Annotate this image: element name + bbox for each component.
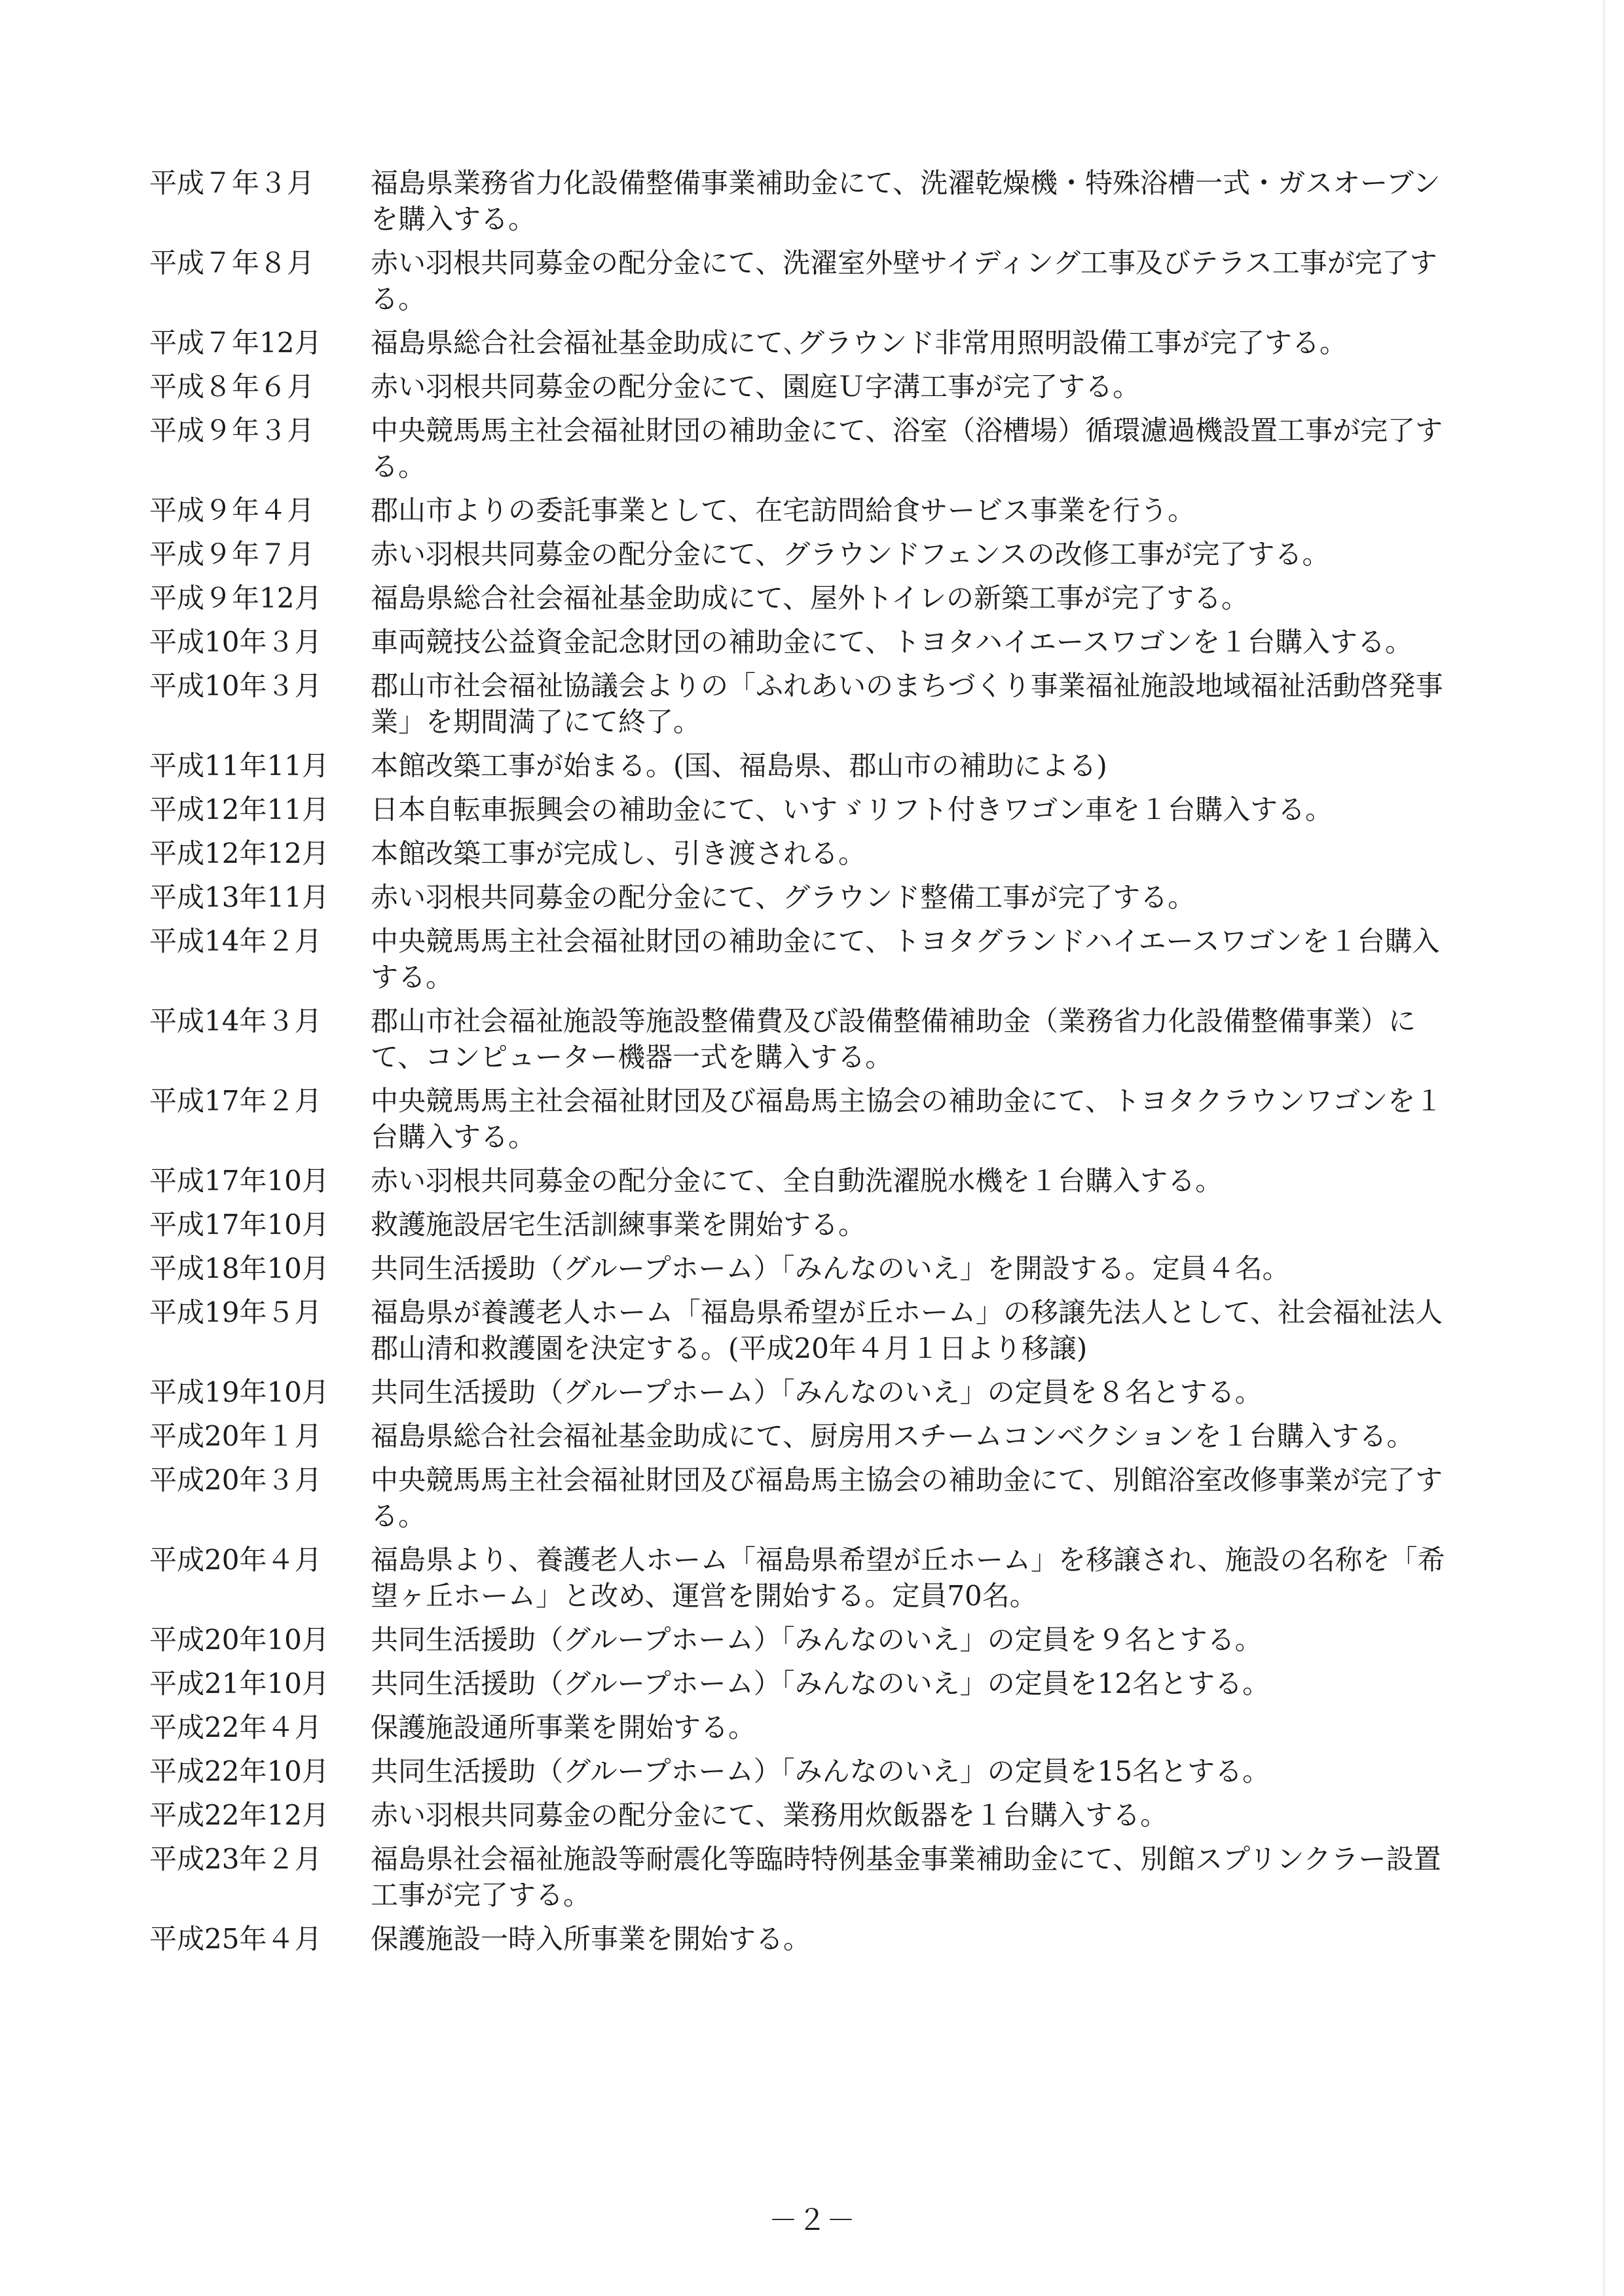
entry-text: 福島県より、養護老人ホーム「福島県希望が丘ホーム」を移譲され、施設の名称を「希望ヶ丘ホーム」と改め、運営を開始する。定員70名。: [371, 1544, 1445, 1612]
timeline-entry: [149, 1207, 1459, 1243]
page-number: －２－: [769, 2204, 855, 2237]
entry-text: 赤い羽根共同募金の配分金にて、業務用炊飯器を１台購入する。: [371, 1799, 1168, 1831]
entry-date: 平成25年４月: [149, 1923, 322, 1955]
scan-edge-shadow: [1603, 0, 1606, 2296]
entry-text: 赤い羽根共同募金の配分金にて、洗濯室外壁サイディング工事及びテラス工事が完了する。: [371, 247, 1437, 315]
entry-text: 保護施設一時入所事業を開始する。: [371, 1923, 811, 1955]
entry-date: 平成23年２月: [149, 1843, 322, 1875]
entry-text: 福島県総合社会福祉基金助成にて、厨房用スチームコンベクションを１台購入する。: [371, 1420, 1414, 1452]
entry-date: 平成11年11月: [149, 750, 329, 782]
entry-date: 平成22年10月: [149, 1755, 329, 1787]
timeline-entry: [149, 1418, 1459, 1454]
timeline-entry: [149, 1841, 1459, 1913]
timeline-entry: [149, 1921, 1459, 1957]
entry-text: 中央競馬馬主社会福祉財団の補助金にて、トヨタグランドハイエースワゴンを１台購入する。: [371, 925, 1440, 993]
timeline-entry: [149, 879, 1459, 915]
entry-text: 本館改築工事が始まる。(国、福島県、郡山市の補助による): [371, 750, 1107, 782]
timeline-entry: [149, 1462, 1459, 1534]
entry-date: 平成14年２月: [149, 925, 322, 957]
entry-text: 保護施設通所事業を開始する。: [371, 1711, 756, 1743]
entry-text: 福島県業務省力化設備整備事業補助金にて、洗濯乾燥機・特殊浴槽一式・ガスオーブンを購入する。: [371, 167, 1441, 235]
entry-text: 福島県総合社会福祉基金助成にて､グラウンド非常用照明設備工事が完了する。: [371, 327, 1348, 359]
entry-date: 平成18年10月: [149, 1252, 329, 1285]
entry-date: 平成９年12月: [149, 582, 322, 614]
entry-text: 共同生活援助（グループホーム）「みんなのいえ」の定員を９名とする。: [371, 1624, 1263, 1656]
timeline-entry: [149, 1666, 1459, 1702]
history-timeline: [149, 165, 1471, 1965]
entry-text: 福島県総合社会福祉基金助成にて、屋外トイレの新築工事が完了する。: [371, 582, 1249, 614]
entry-date: 平成21年10月: [149, 1667, 329, 1700]
entry-text: 赤い羽根共同募金の配分金にて、グラウンド整備工事が完了する。: [371, 881, 1196, 913]
entry-date: 平成12年11月: [149, 793, 329, 826]
timeline-entry: [149, 1622, 1459, 1658]
entry-text: 救護施設居宅生活訓練事業を開始する。: [371, 1209, 866, 1241]
entry-text: 赤い羽根共同募金の配分金にて、園庭Ｕ字溝工事が完了する。: [371, 371, 1141, 403]
entry-date: 平成９年４月: [149, 494, 315, 526]
timeline-entry: [149, 1083, 1459, 1155]
timeline-entry: [149, 835, 1459, 871]
timeline-entry: [149, 1709, 1459, 1745]
timeline-entry: [149, 492, 1459, 528]
timeline-entry: [149, 165, 1459, 237]
entry-text: 共同生活援助（グループホーム）「みんなのいえ」の定員を12名とする。: [371, 1667, 1270, 1700]
timeline-entry: [149, 923, 1459, 995]
entry-date: 平成８年６月: [149, 371, 315, 403]
entry-text: 日本自転車振興会の補助金にて、いすゞリフト付きワゴン車を１台購入する。: [371, 793, 1333, 826]
entry-text: 赤い羽根共同募金の配分金にて、グラウンドフェンスの改修工事が完了する。: [371, 538, 1330, 570]
entry-date: 平成17年２月: [149, 1085, 322, 1117]
timeline-entry: [149, 792, 1459, 828]
timeline-entry: [149, 1003, 1459, 1075]
entry-date: 平成20年10月: [149, 1624, 329, 1656]
entry-date: 平成10年３月: [149, 626, 322, 658]
timeline-entry: [149, 748, 1459, 784]
timeline-entry: [149, 536, 1459, 572]
entry-date: 平成７年８月: [149, 247, 315, 279]
entry-date: 平成19年５月: [149, 1296, 322, 1328]
timeline-entry: [149, 1797, 1459, 1833]
entry-date: 平成14年３月: [149, 1005, 322, 1037]
entry-text: 共同生活援助（グループホーム）「みんなのいえ」の定員を８名とする。: [371, 1376, 1263, 1408]
entry-date: 平成12年12月: [149, 837, 329, 869]
entry-date: 平成20年３月: [149, 1464, 322, 1496]
entry-date: 平成９年３月: [149, 414, 315, 446]
entry-date: 平成９年７月: [149, 538, 315, 570]
entry-date: 平成17年10月: [149, 1209, 329, 1241]
timeline-entry: [149, 369, 1459, 405]
entry-date: 平成22年４月: [149, 1711, 322, 1743]
entry-date: 平成20年４月: [149, 1544, 322, 1576]
entry-text: 赤い羽根共同募金の配分金にて、全自動洗濯脱水機を１台購入する。: [371, 1165, 1223, 1197]
entry-text: 車両競技公益資金記念財団の補助金にて、トヨタハイエースワゴンを１台購入する。: [371, 626, 1412, 658]
entry-text: 郡山市社会福祉協議会よりの「ふれあいのまちづくり事業福祉施設地域福祉活動啓発事業」を期間満了にて終了。: [371, 670, 1443, 738]
entry-date: 平成７年12月: [149, 327, 322, 359]
entry-text: 福島県社会福祉施設等耐震化等臨時特例基金事業補助金にて、別館スプリンクラー設置工事が完了する。: [371, 1843, 1441, 1911]
timeline-entry: [149, 1250, 1459, 1286]
timeline-entry: [149, 624, 1459, 660]
entry-text: 共同生活援助（グループホーム）「みんなのいえ」の定員を15名とする。: [371, 1755, 1270, 1787]
entry-text: 福島県が養護老人ホーム「福島県希望が丘ホーム」の移譲先法人として、社会福祉法人 郡山清和救護園を決定する。(平成20年４月１日より移譲): [371, 1296, 1471, 1364]
entry-date: 平成17年10月: [149, 1165, 329, 1197]
entry-date: 平成10年３月: [149, 670, 322, 702]
timeline-entry: [149, 1294, 1471, 1366]
entry-text: 郡山市よりの委託事業として、在宅訪問給食サービス事業を行う。: [371, 494, 1196, 526]
entry-date: 平成７年３月: [149, 167, 315, 199]
entry-text: 中央競馬馬主社会福祉財団の補助金にて、浴室（浴槽場）循環濾過機設置工事が完了する。: [371, 414, 1443, 483]
timeline-entry: [149, 1163, 1459, 1199]
timeline-entry: [149, 325, 1459, 361]
timeline-entry: [149, 245, 1459, 317]
timeline-entry: [149, 1374, 1459, 1410]
entry-text: 中央競馬馬主社会福祉財団及び福島馬主協会の補助金にて、トヨタクラウンワゴンを１台購入する。: [371, 1085, 1443, 1153]
entry-date: 平成19年10月: [149, 1376, 329, 1408]
entry-date: 平成20年１月: [149, 1420, 322, 1452]
entry-date: 平成22年12月: [149, 1799, 329, 1831]
timeline-entry: [149, 580, 1459, 616]
timeline-entry: [149, 1753, 1459, 1789]
entry-text: 中央競馬馬主社会福祉財団及び福島馬主協会の補助金にて、別館浴室改修事業が完了する。: [371, 1464, 1443, 1532]
entry-text: 共同生活援助（グループホーム）「みんなのいえ」を開設する。定員４名。: [371, 1252, 1290, 1285]
timeline-entry: [149, 668, 1459, 740]
entry-text: 郡山市社会福祉施設等施設整備費及び設備整備補助金（業務省力化設備整備事業）にて、コンピューター機器一式を購入する。: [371, 1005, 1416, 1073]
entry-date: 平成13年11月: [149, 881, 329, 913]
entry-text: 本館改築工事が完成し、引き渡される。: [371, 837, 866, 869]
timeline-entry: [149, 1542, 1459, 1614]
timeline-entry: [149, 412, 1459, 484]
